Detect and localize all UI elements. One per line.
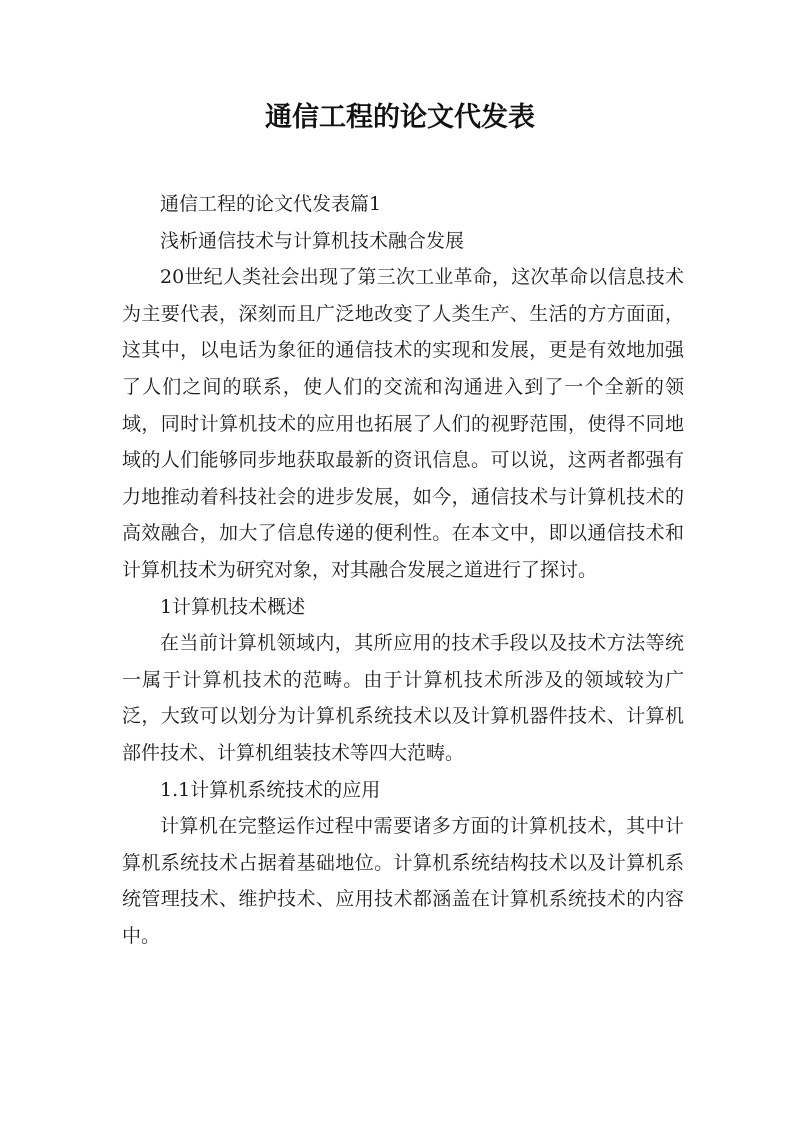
subsection-heading: 1计算机技术概述 bbox=[160, 595, 306, 618]
document-title: 通信工程的论文代发表 bbox=[265, 102, 535, 133]
section-heading: 通信工程的论文代发表篇1 bbox=[160, 193, 382, 215]
document-body bbox=[122, 186, 684, 954]
body-paragraph: 计算机在完整运作过程中需要诸多方面的计算机技术，其中计算机系统技术占据着基础地位。计算机系统结构技术以及计算机系统管理技术、维护技术、应用技术都涵盖在计算机系统技术的内容中。 bbox=[122, 815, 684, 947]
article-title: 浅析通信技术与计算机技术融合发展 bbox=[160, 229, 465, 252]
body-paragraph: 20世纪人类社会出现了第三次工业革命，这次革命以信息技术为主要代表，深刻而且广泛地改变了人类生产、生活的方方面面，这其中，以电话为象征的通信技术的实现和发展，更是有效地加强了人们之间的联系，使人们的交流和沟通进入到了一个全新的领域，同时计算机技术的应用也拓展了人们的视野范围，使得不同地域的人们能够同步地获取最新的资讯信息。可以说，这两者都强有力地推动着科技社会的进步发展，如今，通信技术与计算机技术的高效融合，加大了信息传递的便利性。在本文中，即以通信技术和计算机技术为研究对象，对其融合发展之道进行了探讨。 bbox=[122, 266, 684, 581]
body-paragraph: 在当前计算机领域内，其所应用的技术手段以及技术方法等统一属于计算机技术的范畴。由于计算机技术所涉及的领域较为广泛，大致可以划分为计算机系统技术以及计算机器件技术、计算机部件技术、计算机组装技术等四大范畴。 bbox=[122, 632, 684, 764]
subsection-heading: 1.1计算机系统技术的应用 bbox=[160, 778, 381, 801]
